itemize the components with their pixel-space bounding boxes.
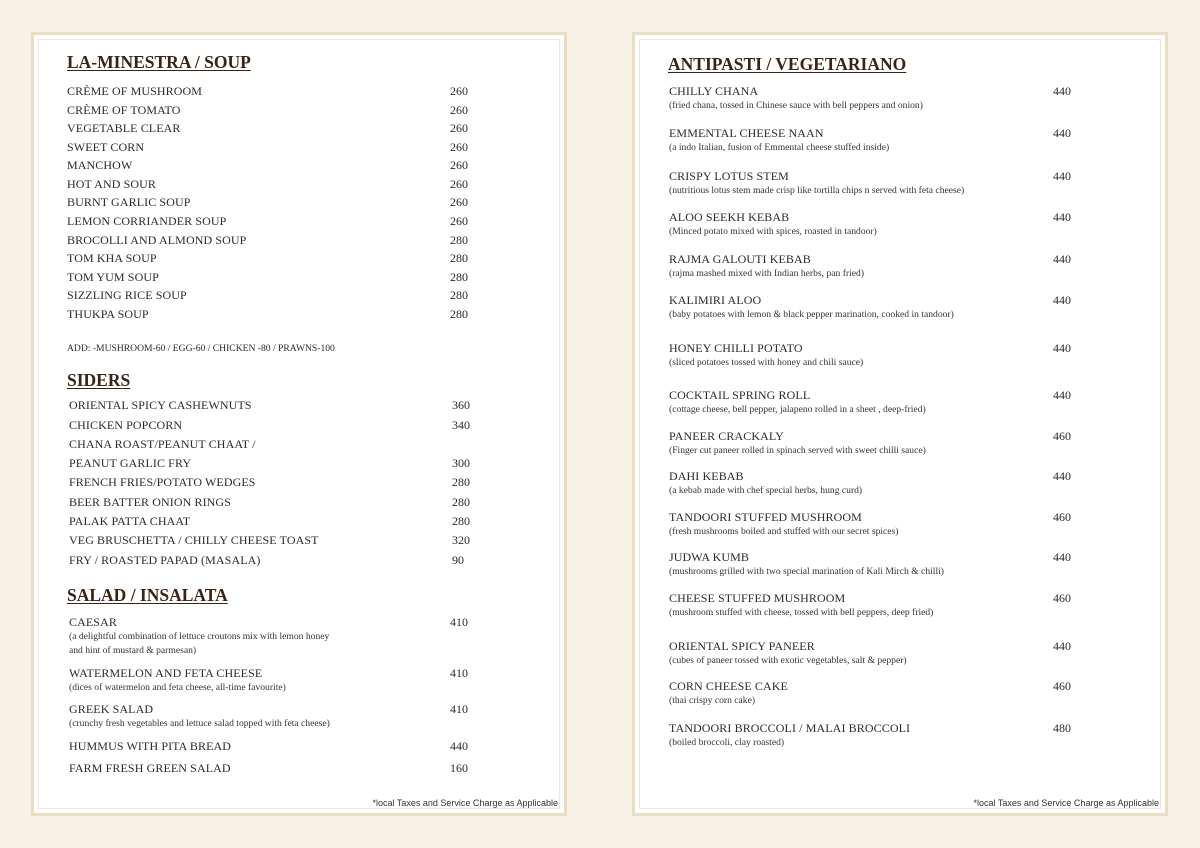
menu-item-name: CAESAR: [69, 615, 117, 629]
menu-item-description: (crunchy fresh vegetables and lettuce salad topped with feta cheese): [69, 718, 330, 729]
menu-page-left: [31, 32, 567, 816]
menu-item-name: HUMMUS WITH PITA BREAD: [69, 739, 232, 753]
menu-item-price: 440: [1053, 293, 1071, 307]
menu-item-name: SWEET CORN: [67, 139, 145, 154]
menu-item-name: PALAK PATTA CHAAT: [69, 514, 191, 528]
menu-item-price: 280: [452, 514, 470, 528]
menu-item-name: THUKPA SOUP: [67, 307, 149, 321]
menu-item-name: FARM FRESH GREEN SALAD: [69, 761, 231, 775]
section-title-siders: SIDERS: [67, 370, 131, 390]
menu-item-description: (fried chana, tossed in Chinese sauce with bell peppers and onion): [669, 100, 923, 111]
menu-item-name: BURNT GARLIC SOUP: [67, 195, 191, 209]
menu-item-name: CHANA ROAST/PEANUT CHAAT /: [69, 437, 256, 451]
menu-item-price: 90: [452, 553, 464, 567]
menu-item-price: 440: [1053, 126, 1071, 140]
menu-item-name: FRENCH FRIES/POTATO WEDGES: [69, 475, 256, 489]
section-title-soup: LA-MINESTRA / SOUP: [67, 52, 251, 72]
menu-item-description: and hint of mustard & parmesan): [69, 645, 197, 656]
menu-item-name: DAHI KEBAB: [669, 469, 744, 483]
section-title-salad: SALAD / INSALATA: [67, 585, 228, 605]
menu-item-price: 460: [1053, 591, 1071, 605]
menu-item-name: CHILLY CHANA: [669, 84, 759, 98]
menu-item-name: TANDOORI BROCCOLI / MALAI BROCCOLI: [669, 721, 911, 735]
menu-item-price: 280: [450, 269, 468, 284]
menu-item-price: 260: [450, 214, 468, 228]
menu-item-name: VEG BRUSCHETTA / CHILLY CHEESE TOAST: [69, 533, 319, 547]
menu-item-description: (fresh mushrooms boiled and stuffed with our secret spices): [669, 526, 899, 537]
menu-item-price: 280: [450, 307, 468, 321]
menu-item-name: VEGETABLE CLEAR: [67, 121, 181, 135]
menu-item-description: (baby potatoes with lemon & black pepper marination, cooked in tandoor): [669, 309, 954, 320]
menu-item-name: CHEESE STUFFED MUSHROOM: [669, 591, 846, 605]
menu-item-price: 440: [1053, 252, 1071, 266]
menu-item-price: 410: [450, 666, 468, 680]
menu-item-description: (nutritious lotus stem made crisp like tortilla chips n served with feta cheese): [669, 185, 965, 196]
menu-item-description: (mushrooms grilled with two special marination of Kali Mirch & chilli): [669, 566, 944, 577]
menu-item-price: 440: [1053, 550, 1071, 564]
menu-item-price: 440: [1053, 210, 1071, 224]
menu-item-price: 460: [1053, 429, 1071, 443]
menu-item-description: (thai crispy corn cake): [669, 695, 756, 706]
menu-item-price: 260: [450, 84, 468, 98]
menu-item-name: CRÈME OF MUSHROOM: [67, 84, 203, 98]
menu-item-name: RAJMA GALOUTI KEBAB: [669, 252, 811, 266]
menu-item-name: GREEK SALAD: [69, 702, 154, 716]
menu-item-price: 440: [1053, 84, 1071, 98]
section-title-antipasti: ANTIPASTI / VEGETARIANO: [668, 54, 907, 74]
menu-item-price: 440: [1053, 388, 1071, 402]
menu-item-description: (dices of watermelon and feta cheese, all-time favourite): [69, 682, 286, 693]
menu-item-name: CRÈME OF TOMATO: [67, 102, 181, 117]
menu-item-price: 280: [452, 494, 470, 509]
menu-item-name: WATERMELON AND FETA CHEESE: [69, 666, 263, 680]
menu-item-price: 260: [450, 177, 468, 191]
menu-item-name: MANCHOW: [67, 158, 133, 172]
menu-item-description: (mushroom stuffed with cheese, tossed with bell peppers, deep fried): [669, 607, 934, 618]
menu-item-price: 280: [452, 475, 470, 489]
menu-item-name: ALOO SEEKH KEBAB: [669, 210, 790, 224]
footnote-taxes: *local Taxes and Service Charge as Applicable: [372, 798, 558, 808]
menu-item-price: 440: [1053, 469, 1071, 483]
menu-item-name: EMMENTAL CHEESE NAAN: [669, 126, 824, 140]
menu-item-description: (boiled broccoli, clay roasted): [669, 737, 785, 748]
menu-item-name: ORIENTAL SPICY PANEER: [669, 639, 815, 653]
menu-item-price: 300: [452, 456, 470, 470]
menu-item-price: 410: [450, 702, 468, 716]
menu-item-name: PEANUT GARLIC FRY: [69, 456, 192, 470]
menu-item-name: CORN CHEESE CAKE: [669, 679, 788, 693]
menu-item-price: 320: [452, 533, 470, 547]
menu-item-price: 440: [1053, 169, 1071, 183]
menu-item-price: 440: [450, 739, 468, 753]
menu-item-description: (cubes of paneer tossed with exotic vegetables, salt & pepper): [669, 655, 907, 666]
menu-item-name: TOM KHA SOUP: [67, 251, 157, 265]
menu-item-name: CHICKEN POPCORN: [69, 417, 183, 432]
menu-page-right: [632, 32, 1168, 816]
menu-item-name: FRY / ROASTED PAPAD (MASALA): [69, 553, 261, 567]
menu-item-description: (rajma mashed mixed with Indian herbs, pan fried): [669, 268, 865, 279]
menu-item-name: JUDWA KUMB: [669, 550, 750, 564]
menu-item-price: 440: [1053, 639, 1071, 653]
menu-item-price: 460: [1053, 510, 1071, 524]
menu-item-description: (a delightful combination of lettuce croutons mix with lemon honey: [69, 631, 330, 642]
menu-item-price: 460: [1053, 679, 1071, 693]
menu-item-price: 280: [450, 232, 468, 247]
soup-addons-note: ADD: -MUSHROOM-60 / EGG-60 / CHICKEN -80 / PRAWNS-100: [67, 343, 335, 354]
menu-item-description: (cottage cheese, bell pepper, jalapeno rolled in a sheet , deep-fried): [669, 404, 926, 415]
menu-item-description: (Minced potato mixed with spices, roasted in tandoor): [669, 226, 877, 237]
menu-item-price: 480: [1053, 721, 1071, 735]
menu-item-name: BEER BATTER ONION RINGS: [69, 494, 231, 509]
menu-item-price: 260: [450, 139, 468, 154]
menu-item-price: 340: [452, 417, 470, 432]
menu-item-price: 410: [450, 615, 468, 629]
menu-item-name: LEMON CORRIANDER SOUP: [67, 214, 227, 228]
menu-item-name: SIZZLING RICE SOUP: [67, 288, 187, 302]
menu-item-price: 260: [450, 121, 468, 135]
menu-item-description: (sliced potatoes tossed with honey and chili sauce): [669, 357, 864, 368]
menu-item-price: 260: [450, 158, 468, 172]
menu-item-name: CRISPY LOTUS STEM: [669, 169, 789, 183]
menu-item-price: 360: [452, 398, 470, 412]
menu-item-price: 440: [1053, 341, 1071, 355]
menu-item-description: (a indo Italian, fusion of Emmental cheese stuffed inside): [669, 142, 890, 153]
menu-item-price: 260: [450, 195, 468, 209]
menu-item-name: ORIENTAL SPICY CASHEWNUTS: [69, 398, 252, 412]
menu-item-name: BROCOLLI AND ALMOND SOUP: [67, 232, 247, 247]
menu-item-name: HONEY CHILLI POTATO: [669, 341, 803, 355]
menu-item-name: TOM YUM SOUP: [67, 269, 159, 284]
menu-item-price: 160: [450, 761, 468, 775]
menu-item-name: HOT AND SOUR: [67, 177, 156, 191]
menu-item-name: TANDOORI STUFFED MUSHROOM: [669, 510, 862, 524]
menu-item-price: 280: [450, 251, 468, 265]
menu-item-name: PANEER CRACKALY: [669, 429, 784, 443]
menu-item-description: (Finger cut paneer rolled in spinach served with sweet chilli sauce): [669, 445, 926, 456]
menu-item-price: 280: [450, 288, 468, 302]
menu-item-name: COCKTAIL SPRING ROLL: [669, 388, 811, 402]
menu-item-description: (a kebab made with chef special herbs, hung curd): [669, 485, 863, 496]
menu-item-name: KALIMIRI ALOO: [669, 293, 762, 307]
menu-item-price: 260: [450, 102, 468, 117]
footnote-taxes: *local Taxes and Service Charge as Applicable: [973, 798, 1159, 808]
